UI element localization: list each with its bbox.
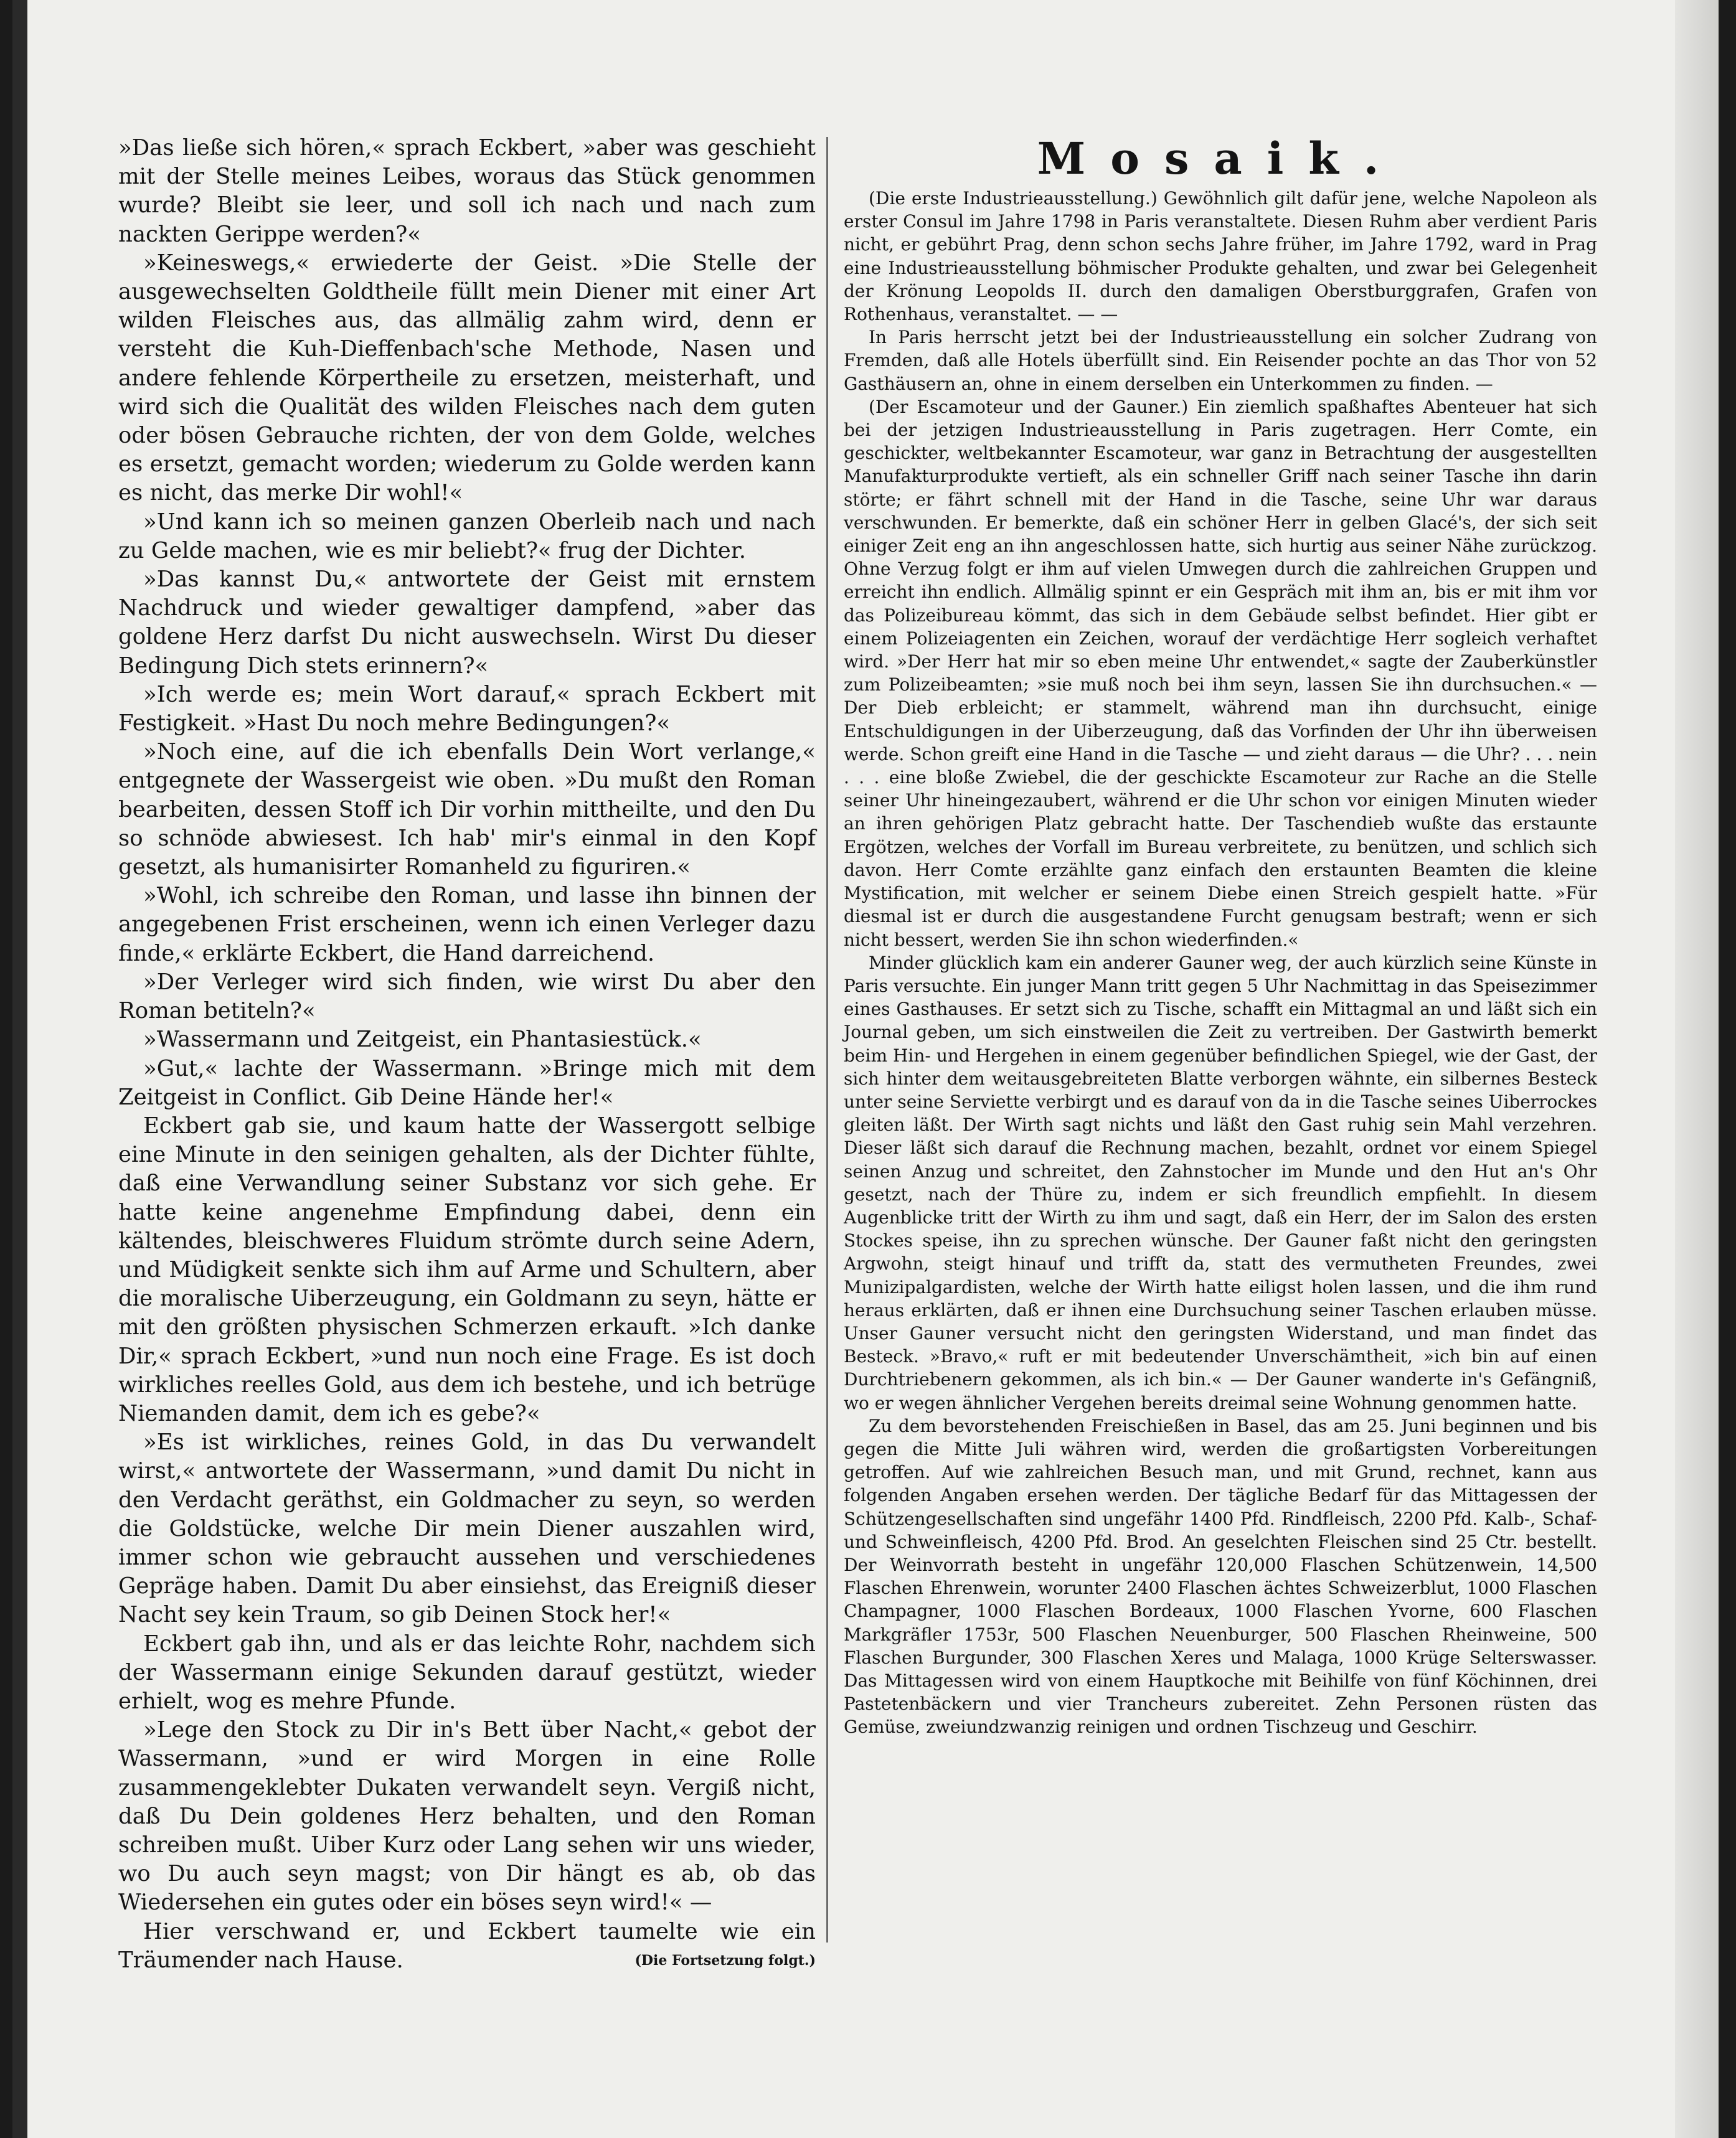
news-item: (Die erste Industrieausstellung.) Gewöhnlich gilt dafür jene, welche Napoleon als erster Consul im Jahre 1798 in Paris veranstaltete. Diesen Ruhm aber verdient Paris nicht, er gebührt Prag, denn schon sechs Jahre früher, im Jahre 1792, ward in Prag eine Industrieausstellung böhmischer Produkte gehalten, und zwar bei Gelegenheit der Krönung Leopolds II. durch den damaligen Oberstburggrafen, Grafen von Rothenhaus, veranstaltet. — —	[844, 188, 1597, 325]
paragraph: Eckbert gab sie, und kaum hatte der Wassergott selbige eine Minute in den seinigen gehalten, als der Dichter fühlte, daß eine Verwandlung seiner Substanz vor sich gehe. Er hatte keine angenehme Empfindung dabei, denn ein kältendes, bleischweres Fluidum strömte durch seine Adern, und Müdigkeit senkte sich ihm auf Arme und Schultern, aber die moralische Uiberzeugung, ein Goldmann zu seyn, hätte er mit den größten physischen Schmerzen erkauft. »Ich danke Dir,« sprach Eckbert, »und nun noch eine Frage. Es ist doch wirkliches reelles Gold, aus dem ich bestehe, und ich betrüge Niemanden damit, dem ich es gebe?«	[118, 1113, 816, 1426]
paragraph: »Das ließe sich hören,« sprach Eckbert, »aber was geschieht mit der Stelle meines Leibes, woraus das Stück genommen wurde? Bleibt sie leer, und soll ich nach und nach zum nackten Gerippe werden?«	[118, 135, 816, 247]
closing-sentence: Hier verschwand er, und Eckbert taumelte wie ein Träumender nach Hause.	[118, 1918, 816, 1973]
paragraph: »Ich werde es; mein Wort darauf,« sprach Eckbert mit Festigkeit. »Hast Du noch mehre Bedingungen?«	[118, 681, 816, 737]
continuation-note: (Die Fortsetzung folgt.)	[634, 1952, 816, 1969]
paragraph: »Und kann ich so meinen ganzen Oberleib nach und nach zu Gelde machen, wie es mir beliebt?« frug der Dichter.	[118, 509, 816, 563]
paragraph: »Das kannst Du,« antwortete der Geist mit ernstem Nachdruck und wieder gewaltiger dampfend, »aber das goldene Herz darfst Du nicht auswechseln. Wirst Du dieser Bedingung Dich stets erinnern?«	[118, 567, 816, 679]
news-item: Minder glücklich kam ein anderer Gauner weg, der auch kürzlich seine Künste in Paris versuchte. Ein junger Mann tritt gegen 5 Uhr Nachmittag in das Speisezimmer eines Gasthauses. Er setzt sich zu Tische, schafft ein Mittagmal an und läßt sich ein Journal geben, um sich einstweilen die Zeit zu vertreiben. Der Gastwirth bemerkt beim Hin- und Hergehen in einem gegenüber befindlichen Spiegel, wie der Gast, der sich hinter dem weitausgebreiteten Blatte verborgen wähnte, ein silbernes Besteck unter seine Serviette verbirgt und es darauf von da in die Tasche seines Uiberrockes gleiten läßt. Der Wirth sagt nichts und läßt den Gast ruhig sein Mahl verzehren. Dieser läßt sich darauf die Rechnung machen, bezahlt, ordnet vor einem Spiegel seinen Anzug und schreitet, den Zahnstocher im Munde und den Hut an's Ohr gesetzt, nach der Thüre zu, indem er sich freundlich empfiehlt. In diesem Augenblicke tritt der Wirth zu ihm und sagt, daß ein Herr, der im Salon des ersten Stockes speise, ihn zu sprechen wünsche. Der Gauner faßt nicht den geringsten Argwohn, steigt hinauf und trifft da, statt des vermutheten Freundes, zwei Munizipalgardisten, welche der Wirth hatte eiligst holen lassen, und die ihm rund heraus erklärten, daß er ihnen eine Durchsuchung seiner Taschen erlauben müsse. Unser Gauner versucht nicht den geringsten Widerstand, und man findet das Besteck. »Bravo,« ruft er mit bedeutender Unverschämtheit, »ich bin auf einen Durchtriebenern gekommen, als ich bin.« — Der Gauner wanderte in's Gefängniß, wo er wegen ähnlicher Vergehen bereits dreimal seine Wohnung genommen hatte.	[844, 952, 1597, 1413]
newspaper-page	[12, 0, 1719, 2138]
paragraph: »Noch eine, auf die ich ebenfalls Dein Wort verlange,« entgegnete der Wassergeist wie oben. »Du mußt den Roman bearbeiten, dessen Stoff ich Dir vorhin mittheilte, und den Du so schnöde abwiesest. Ich hab' mir's einmal in den Kopf gesetzt, als humanisirter Romanheld zu figuriren.«	[118, 739, 816, 880]
news-item: In Paris herrscht jetzt bei der Industrieausstellung ein solcher Zudrang von Fremden, daß alle Hotels überfüllt sind. Ein Reisender pochte an das Thor von 52 Gasthäusern an, ohne in einem derselben ein Unterkommen zu finden. —	[844, 327, 1597, 394]
binding-edge	[12, 0, 27, 2138]
paragraph-last	[118, 1918, 816, 1975]
paragraph: »Lege den Stock zu Dir in's Bett über Nacht,« gebot der Wassermann, »und er wird Morgen in eine Rolle zusammengeklebter Dukaten verwandelt seyn. Vergiß nicht, daß Du Dein goldenes Herz behalten, und den Roman schreiben mußt. Uiber Kurz oder Lang sehen wir uns wieder, wo Du auch seyn magst; von Dir hängt es ab, ob das Wiedersehen ein gutes oder ein böses seyn wird!« —	[118, 1717, 816, 1916]
news-item: (Der Escamoteur und der Gauner.) Ein ziemlich spaßhaftes Abenteuer hat sich bei der jetzigen Industrieausstellung in Paris zugetragen. Herr Comte, ein geschickter, weltbekannter Escamoteur, war ganz in Betrachtung der ausgestellten Manufakturprodukte vertieft, als ein schneller Griff nach seiner Tasche ihn darin störte; er fährt schnell mit der Hand in die Tasche, seine Uhr war daraus verschwunden. Er bemerkte, daß ein schöner Herr in gelben Glacé's, der sich seit einiger Zeit eng an ihn angeschlossen hatte, sich hurtig aus seiner Nähe zurückzog. Ohne Verzug folgt er ihm auf vielen Umwegen durch die zahlreichen Gruppen und erreicht ihn endlich. Allmälig spinnt er ein Gespräch mit ihm an, bis er mit ihm vor das Polizeibureau kömmt, das sich in dem Gebäude selbst befindet. Hier gibt er einem Polizeiagenten ein Zeichen, worauf der verdächtige Herr sogleich verhaftet wird. »Der Herr hat mir so eben meine Uhr entwendet,« sagte der Zauberkünstler zum Polizeibeamten; »sie muß noch bei ihm seyn, lassen Sie ihn durchsuchen.« — Der Dieb erbleicht; er stammelt, während man ihn durchsucht, einige Entschuldigungen in der Uiberzeugung, daß das Vorfinden der Uhr ihn überweisen werde. Schon greift eine Hand in die Tasche — und zieht daraus — die Uhr? . . . nein . . . eine bloße Zwiebel, die der geschickte Escamoteur zur Rache an die Stelle seiner Uhr hineingezaubert, während er die Uhr schon vor einigen Minuten wieder an ihren gehörigen Platz gebracht hatte. Der Taschendieb wußte das erstaunte Ergötzen, welches der Vorfall im Bureau verbreitete, zu benützen, und schlich sich davon. Herr Comte erzählte ganz einfach den erstaunten Beamten die kleine Mystification, mit welcher er seinem Diebe einen Streich gespielt hatte. »Für diesmal ist er durch die ausgestandene Furcht genugsam bestraft; wenn er sich nicht bessert, werden Sie ihn schon wiederfinden.«	[844, 396, 1597, 950]
news-item: Zu dem bevorstehenden Freischießen in Basel, das am 25. Juni beginnen und bis gegen die Mitte Juli währen wird, werden die großartigsten Vorbereitungen getroffen. Auf wie zahlreichen Besuch man, und mit Grund, rechnet, kann aus folgenden Angaben ersehen werden. Der tägliche Bedarf für das Mittagessen der Schützengesellschaften sind ungefähr 1400 Pfd. Rindfleisch, 2200 Pfd. Kalb-, Schaf- und Schweinfleisch, 4200 Pfd. Brod. An geselchten Fleischen sind 25 Ctr. bestellt. Der Weinvorrath besteht in ungefähr 120,000 Flaschen Schützenwein, 14,500 Flaschen Ehrenwein, worunter 2400 Flaschen ächtes Schweizerblut, 1000 Flaschen Champagner, 1000 Flaschen Bordeaux, 1000 Flaschen Yvorne, 600 Flaschen Markgräfler 1753r, 500 Flaschen Neuenburger, 500 Flaschen Rheinweine, 500 Flaschen Burgunder, 300 Flaschen Xeres und Malaga, 1000 Krüge Selterswasser. Das Mittagessen wird von einem Hauptkoche mit Beihilfe von fünf Köchinnen, drei Pastetenbäckern und vier Trancheurs zubereitet. Zehn Personen rüsten das Gemüse, zweiundzwanzig reinigen und ordnen Tischzeug und Geschirr.	[844, 1415, 1597, 1738]
right-column	[844, 187, 1597, 1739]
paragraph: Eckbert gab ihn, und als er das leichte Rohr, nachdem sich der Wassermann einige Sekunden darauf gestützt, wieder erhielt, wog es mehre Pfunde.	[118, 1631, 816, 1714]
paragraph: »Wassermann und Zeitgeist, ein Phantasiestück.«	[143, 1027, 702, 1053]
section-title: Mosaik.	[1037, 133, 1404, 184]
left-column	[118, 134, 816, 1975]
paragraph: »Gut,« lachte der Wassermann. »Bringe mich mit dem Zeitgeist in Conflict. Gib Deine Hände her!«	[118, 1055, 816, 1110]
paragraph: »Der Verleger wird sich finden, wie wirst Du aber den Roman betiteln?«	[118, 969, 816, 1024]
page-right-edge	[1675, 0, 1719, 2138]
paragraph: »Wohl, ich schreibe den Roman, und lasse ihn binnen der angegebenen Frist erscheinen, wenn ich einen Verleger dazu finde,« erklärte Eckbert, die Hand darreichend.	[118, 883, 816, 966]
paragraph: »Keineswegs,« erwiederte der Geist. »Die Stelle der ausgewechselten Goldtheile füllt mein Diener mit einer Art wilden Fleisches aus, das allmälig zahm wird, denn er versteht die Kuh-Dieffenbach'sche Methode, Nasen und andere fehlende Körpertheile zu ersetzen, meisterhaft, und wird sich die Qualität des wilden Fleisches nach dem guten oder bösen Gebrauche richten, der von dem Golde, welches es ersetzt, gemacht worden; wiederum zu Golde werden kann es nicht, das merke Dir wohl!«	[118, 250, 816, 506]
column-separator	[826, 137, 828, 1943]
paragraph: »Es ist wirkliches, reines Gold, in das Du verwandelt wirst,« antwortete der Wassermann, »und damit Du nicht in den Verdacht geräthst, ein Goldmacher zu seyn, so werden die Goldstücke, welche Dir mein Diener auszahlen wird, immer schon wie gebraucht aussehen und verschiedenes Gepräge haben. Damit Du aber einsiehst, das Ereigniß dieser Nacht sey kein Traum, so gib Deinen Stock her!«	[118, 1429, 816, 1628]
